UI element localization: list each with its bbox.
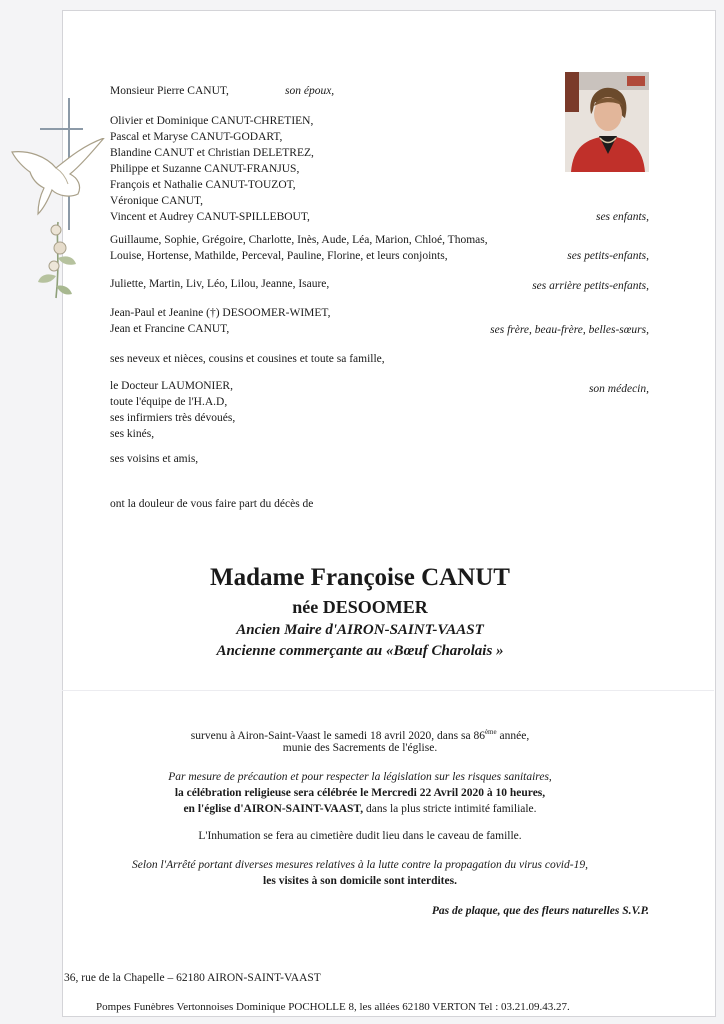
deceased-title-1: Ancien Maire d'AIRON-SAINT-VAAST	[236, 622, 484, 638]
deceased-title-2: Ancienne commerçante au «Bœuf Charolais »	[216, 643, 504, 659]
siblings-role: ses frère, beau-frère, belles-sœurs,	[490, 324, 649, 336]
sibling-line: Jean-Paul et Jeanine (†) DESOOMER-WIMET,	[110, 307, 331, 319]
announcement: ont la douleur de vous faire part du décès de	[110, 498, 314, 510]
sacraments: munie des Sacrements de l'église.	[282, 742, 438, 754]
grandchildren-list	[110, 232, 488, 264]
medical-line: ses infirmiers très dévoués,	[110, 412, 236, 424]
church-info	[60, 801, 660, 817]
doctor-role: son médecin,	[588, 383, 649, 395]
death-text-end: année,	[496, 729, 530, 742]
children-role: ses enfants,	[595, 211, 649, 223]
siblings-list	[110, 305, 330, 337]
portrait-photo	[565, 72, 649, 172]
spouse-name: Monsieur Pierre CANUT,	[110, 85, 229, 97]
child-line: Vincent et Audrey CANUT-SPILLEBOUT,	[110, 211, 310, 223]
cross-horizontal	[40, 128, 83, 130]
medical-line: ses kinés,	[110, 428, 155, 440]
medical-line: toute l'équipe de l'H.A.D,	[110, 396, 228, 408]
grandchildren-line: Louise, Hortense, Mathilde, Perceval, Pauline, Florine, et leurs conjoints,	[110, 250, 448, 262]
spouse-role: son époux,	[285, 85, 335, 97]
medical-line: le Docteur LAUMONIER,	[110, 380, 233, 392]
family-address: 36, rue de la Chapelle – 62180 AIRON-SAINT-VAAST	[64, 972, 321, 984]
grandchildren-line: Guillaume, Sophie, Grégoire, Charlotte, Inès, Aude, Léa, Marion, Chloé, Thomas,	[110, 234, 488, 246]
neighbors: ses voisins et amis,	[110, 453, 199, 465]
death-ordinal: ème	[484, 728, 497, 736]
precaution-note: Par mesure de précaution et pour respecter la législation sur les risques sanitaires,	[168, 771, 552, 783]
church-name: en l'église d'AIRON-SAINT-VAAST,	[183, 803, 364, 815]
great-grandchildren-role: ses arrière petits-enfants,	[532, 280, 649, 292]
child-line: Pascal et Maryse CANUT-GODART,	[110, 131, 283, 143]
deceased-name: Madame Françoise CANUT	[210, 564, 510, 591]
child-line: François et Nathalie CANUT-TOUZOT,	[110, 179, 296, 191]
portrait-image	[565, 72, 649, 172]
death-text: survenu à Airon-Saint-Vaast le samedi 18 avril 2020, dans sa 86	[190, 729, 485, 742]
burial-info: L'Inhumation se fera au cimetière dudit lieu dans le caveau de famille.	[198, 830, 522, 842]
child-line: Véronique CANUT,	[110, 195, 204, 207]
child-line: Olivier et Dominique CANUT-CHRETIEN,	[110, 115, 314, 127]
children-list	[110, 113, 314, 225]
decree-note: Selon l'Arrêté portant diverses mesures relatives à la lutte contre la propagation du virus covid-19,	[132, 859, 588, 871]
flower-stem-icon	[34, 218, 84, 300]
child-line: Blandine CANUT et Christian DELETREZ,	[110, 147, 314, 159]
extended-family: ses neveux et nièces, cousins et cousines et toute sa famille,	[110, 353, 385, 365]
church-note: dans la plus stricte intimité familiale.	[363, 803, 537, 815]
paper-fold-line	[62, 690, 714, 691]
maiden-name: née DESOOMER	[292, 597, 428, 617]
sibling-line: Jean et Francine CANUT,	[110, 323, 230, 335]
ceremony-info: la célébration religieuse sera célébrée le Mercredi 22 Avril 2020 à 10 heures,	[174, 787, 546, 799]
great-grandchildren: Juliette, Martin, Liv, Léo, Lilou, Jeanne, Isaure,	[110, 278, 330, 290]
funeral-home-footer: Pompes Funèbres Vertonnoises Dominique POCHOLLE 8, les allées 62180 VERTON Tel : 03.21.09.43.27.	[96, 1001, 570, 1013]
child-line: Philippe et Suzanne CANUT-FRANJUS,	[110, 163, 300, 175]
medical-list	[110, 378, 235, 442]
dove-icon	[8, 138, 108, 218]
visits-notice: les visites à son domicile sont interdites.	[263, 875, 457, 887]
flowers-notice: Pas de plaque, que des fleurs naturelles S.V.P.	[431, 905, 649, 917]
grandchildren-role: ses petits-enfants,	[567, 250, 649, 262]
